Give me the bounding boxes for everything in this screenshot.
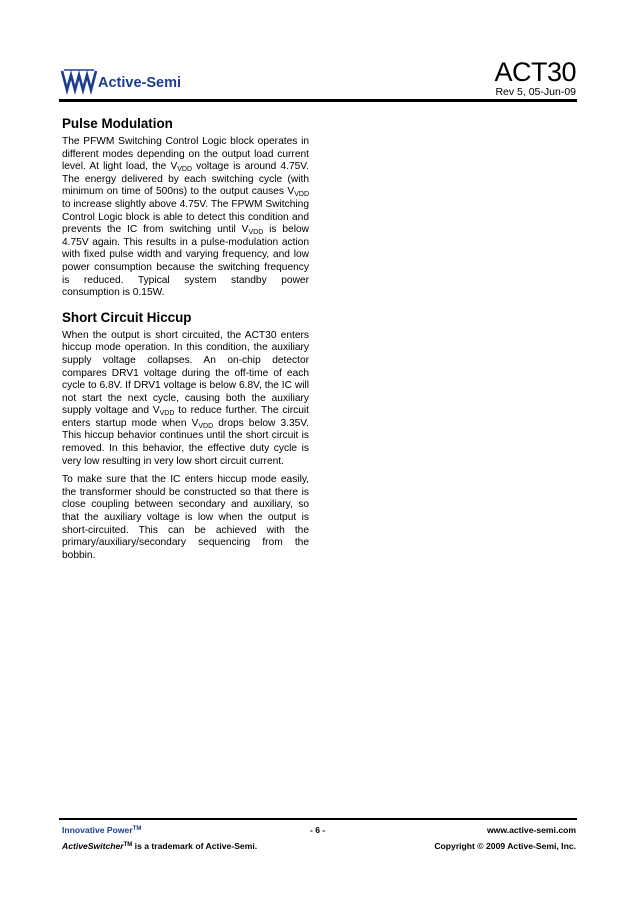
part-number: ACT30 — [494, 57, 576, 87]
footer-website-link[interactable]: www.active-semi.com — [487, 825, 576, 835]
heading-short-circuit-hiccup: Short Circuit Hiccup — [62, 309, 192, 325]
logo-mark-icon — [61, 66, 182, 94]
page-number: - 6 - — [310, 825, 326, 835]
heading-pulse-modulation: Pulse Modulation — [62, 116, 173, 131]
paragraph-hiccup-1: When the output is short circuited, the ACT30 enters hiccup mode operation. In this condition, the auxiliary supply voltage collapses. An on-chip detector compares DRV1 voltage during the off-time of each cycle to 6.8V. If DRV1 voltage is below 6.8V, the IC will not start the next cycle, causing both the auxiliary supply voltage and $V_{VDD}$ to reduce further. The circuit enters startup mode when $V_{VDD}$ drops below 3.35V. This hiccup behavior continues until the short circuit is removed. In this behavior, the effective duty cycle is very low resulting in very low short circuit current. — [62, 329, 309, 467]
logo-text: Active-Semi — [98, 75, 182, 91]
footer-trademark-note: ActiveSwitcher™ is a trademark of Active-Semi. — [62, 841, 258, 851]
revision-date: Rev 5, 05-Jun-09 — [495, 86, 576, 98]
paragraph-hiccup-2: To make sure that the IC enters hiccup mode easily, the transformer should be constructed so that there is close coupling between secondary and auxiliary, so that the auxiliary voltage is low when the output is short-circuited. This can be achieved with the primary/auxiliary/secondary sequencing from the bobbin. — [62, 474, 309, 561]
header-rule — [59, 99, 577, 102]
active-semi-logo — [61, 66, 182, 94]
footer-copyright: Copyright © 2009 Active-Semi, Inc. — [434, 841, 576, 851]
text-column — [62, 116, 309, 568]
paragraph-pulse-modulation: The PFWM Switching Control Logic block operates in different modes depending on the output load current level. At light load, the $V_{VDD}$ voltage is around 4.75V. The energy delivered by each switching cycle (with minimum on time of 500ns) to the output causes $V_{VDD}$ to increase slightly above 4.75V. The FPWM Switching Control Logic block is able to detect this condition and prevents the IC from switching until $V_{VDD}$ is below 4.75V again. This results in a pulse-modulation action with fixed pulse width and varying frequency, and low power consumption because the switching frequency is reduced. Typical system standby power consumption is 0.15W. — [62, 136, 310, 299]
footer-innovative-power: Innovative Power™ — [62, 825, 142, 835]
footer-rule — [59, 818, 577, 820]
